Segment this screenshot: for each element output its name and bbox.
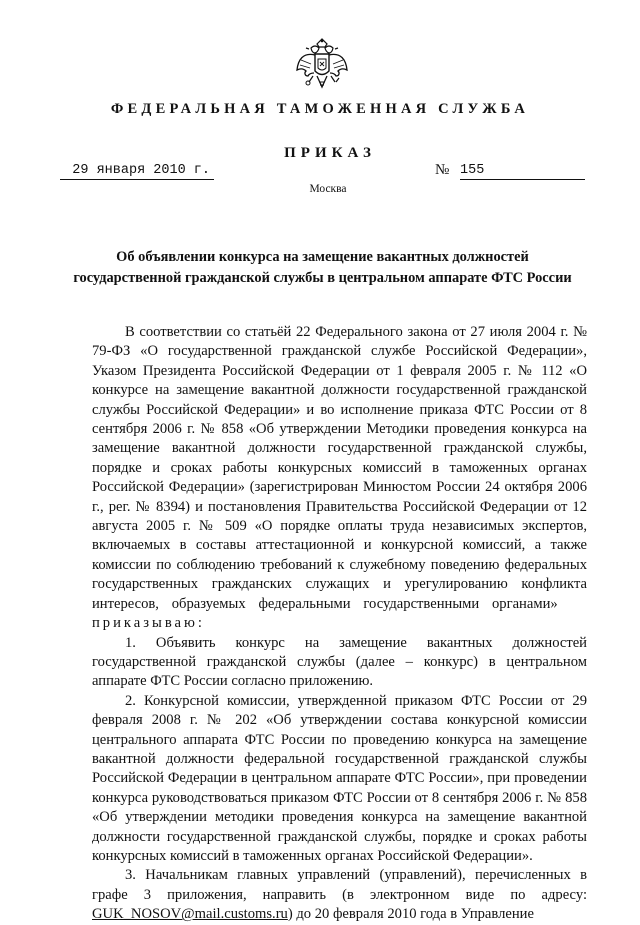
order-date: 29 января 2010 г. xyxy=(60,163,214,180)
item-1-paragraph: 1. Объявить конкурс на замещение вакантных должностей государственной гражданской службы (далее – конкурс) в центральном аппарате ФТС России согласно приложению. xyxy=(92,634,587,690)
subject-line-1: Об объявлении конкурса на замещение вакантных должностей xyxy=(116,249,529,265)
preamble-text: В соответствии со статьёй 22 Федерального закона от 27 июля 2004 г. № 79-ФЗ «О государственной гражданской службе Российской Федерации», Указом Президента Российской Федерации от 1 февраля 2005 г. № 112 «О конкурсе на замещение вакантной должности государственной гражданской службы Российской Федерации» и во исполнение приказа ФТС России от 8 сентября 2006 г. № 858 «Об утверждении Методики проведения конкурса на замещение вакантной должности государственной гражданской службы, порядке и сроках работы конкурсных комиссий в таможенных органах Российской Федерации» (зарегистрирован Минюстом России 24 октября 2006 г., рег. № 8394) и постановления Правительства Российской Федерации от 12 августа 2005 г. № 509 «О порядке оплаты труда независимых экспертов, включаемых в составы аттестационной и конкурсной комиссий, а также комиссии по соблюдению требований к служебному поведению федеральных государственных гражданских служащих и урегулированию конфликта интересов, образуемых федеральными государственными органами» xyxy=(92,324,587,612)
order-word: приказываю: xyxy=(92,615,205,632)
order-body xyxy=(92,323,587,925)
document-type-title: ПРИКАЗ xyxy=(284,145,376,161)
order-subject xyxy=(60,247,585,289)
agency-name: ФЕДЕРАЛЬНАЯ ТАМОЖЕННАЯ СЛУЖБА xyxy=(110,101,530,117)
item-3-text-end: ) до 20 февраля 2010 года в Управление xyxy=(287,906,534,923)
item-3-paragraph xyxy=(92,866,587,924)
double-headed-eagle-emblem-icon xyxy=(295,38,349,94)
preamble-paragraph xyxy=(92,323,587,634)
item-3-text-start: 3. Начальникам главных управлений (управлений), перечисленных в графе 3 приложения, направить (в электронном виде по адресу: xyxy=(92,867,587,903)
email-link[interactable]: GUK_NOSOV@mail.customs.ru xyxy=(92,906,288,923)
order-number-label: № xyxy=(435,162,450,178)
item-2-paragraph: 2. Конкурсной комиссии, утвержденной приказом ФТС России от 29 февраля 2008 г. № 202 «Об утверждении состава конкурсной комиссии центрального аппарата ФТС России по проведению конкурса на замещение вакантной должности федеральной государственной гражданской службы Российской Федерации в центральном аппарате ФТС России», при проведении конкурса руководствоваться приказом ФТС России от 8 сентября 2006 г. № 858 «Об утверждении методики проведения конкурса на замещение вакантной должности государственной гражданской службы, порядке и сроках работы конкурсных комиссий в таможенных органах Российской Федерации». xyxy=(92,692,587,864)
order-place: Москва xyxy=(309,183,347,195)
order-number: 155 xyxy=(460,163,585,180)
subject-line-2: государственной гражданской службы в центральном аппарате ФТС России xyxy=(73,270,572,286)
